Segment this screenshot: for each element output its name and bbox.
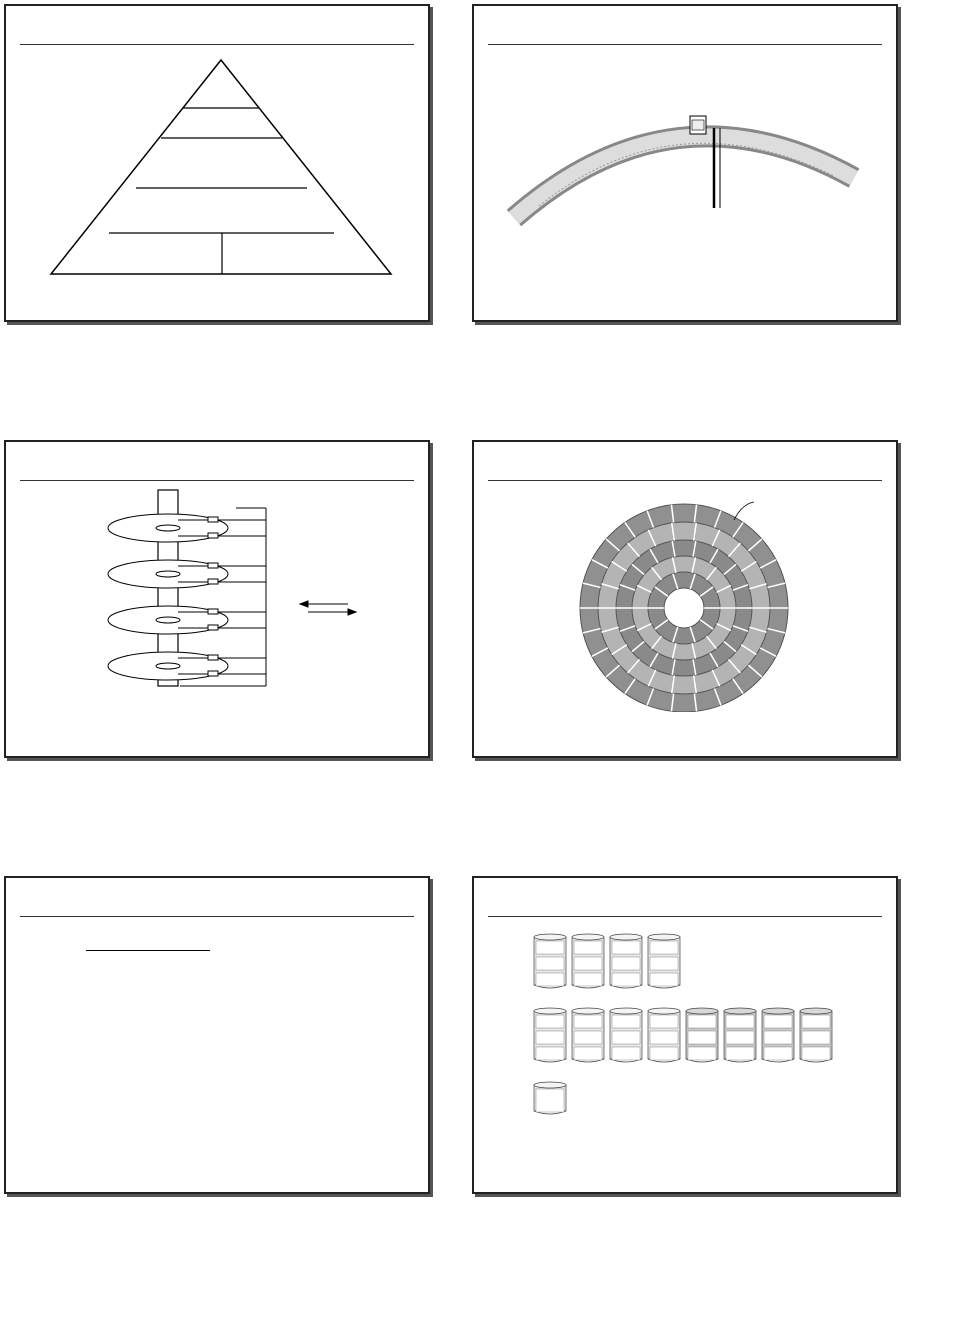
table-cell: [86, 969, 186, 987]
column-header: [186, 932, 194, 951]
raid-disk: [610, 934, 642, 988]
table-row: [86, 1005, 210, 1023]
raid-disk-mirror: [762, 1008, 794, 1062]
table-row: [86, 969, 210, 987]
table-cell: [202, 1005, 210, 1023]
table-cell: [202, 1113, 210, 1131]
table-cell: [202, 987, 210, 1005]
table-cell: [202, 1059, 210, 1077]
table-row: [86, 1131, 210, 1149]
slide-track-detail: [472, 4, 898, 322]
table-row: [86, 987, 210, 1005]
table-cell: [186, 1041, 194, 1059]
table-cell: [202, 1131, 210, 1149]
table-row: [86, 951, 210, 970]
raid-disk-mirror: [686, 1008, 718, 1062]
platter-diagram: [30, 484, 410, 714]
table-cell: [86, 1095, 186, 1113]
raid-disk: [534, 1008, 566, 1062]
table-cell: [194, 1005, 202, 1023]
slide-disk-zones: [472, 440, 898, 758]
table-cell: [186, 1077, 194, 1095]
title-divider: [488, 480, 882, 481]
table-row: [86, 1113, 210, 1131]
table-row: [86, 1059, 210, 1077]
raid-disk: [648, 934, 680, 988]
column-header: [194, 932, 202, 951]
raid-disk: [572, 1008, 604, 1062]
scsi-table: [86, 932, 210, 1149]
scsi-table-wrap: [86, 932, 210, 1149]
table-cell: [202, 1023, 210, 1041]
table-cell: [194, 1041, 202, 1059]
slide-scsi: [4, 876, 430, 1194]
table-row: [86, 1077, 210, 1095]
column-header: [202, 932, 210, 951]
table-cell: [194, 1095, 202, 1113]
table-cell: [194, 969, 202, 987]
column-header: [86, 932, 186, 951]
table-cell: [202, 1041, 210, 1059]
table-body: [86, 951, 210, 1150]
table-cell: [86, 1023, 186, 1041]
title-divider: [488, 916, 882, 917]
table-cell: [186, 1059, 194, 1077]
raid-disk-mirror: [800, 1008, 832, 1062]
track-diagram: [494, 58, 884, 238]
table-cell: [202, 1077, 210, 1095]
table-header-row: [86, 932, 210, 951]
table-row: [86, 1095, 210, 1113]
table-cell: [86, 1059, 186, 1077]
table-cell: [186, 1005, 194, 1023]
table-cell: [86, 1005, 186, 1023]
table-cell: [194, 987, 202, 1005]
table-cell: [202, 1095, 210, 1113]
table-cell: [202, 969, 210, 987]
table-cell: [186, 1023, 194, 1041]
zones-diagram: [574, 490, 804, 712]
table-cell: [186, 987, 194, 1005]
slide-memory-hierarchy: [4, 4, 430, 322]
table-cell: [86, 1077, 186, 1095]
slide-raid: [472, 876, 898, 1194]
table-cell: [202, 951, 210, 970]
title-divider: [20, 44, 414, 45]
title-divider: [20, 916, 414, 917]
table-cell: [194, 1077, 202, 1095]
table-cell: [86, 951, 186, 970]
raid-disk: [648, 1008, 680, 1062]
slide-disk-platters: [4, 440, 430, 758]
title-divider: [488, 44, 882, 45]
table-cell: [194, 1059, 202, 1077]
table-cell: [86, 1041, 186, 1059]
raid-disk-mirror: [724, 1008, 756, 1062]
raid-disk: [572, 934, 604, 988]
table-row: [86, 1041, 210, 1059]
table-cell: [186, 1113, 194, 1131]
table-cell: [186, 1095, 194, 1113]
table-cell: [86, 1131, 186, 1149]
raid-disk: [610, 1008, 642, 1062]
table-cell: [86, 987, 186, 1005]
table-cell: [186, 969, 194, 987]
raid-disk: [534, 1082, 566, 1114]
raid-disk: [534, 934, 566, 988]
table-cell: [194, 951, 202, 970]
pyramid-diagram: [46, 58, 396, 278]
title-divider: [20, 480, 414, 481]
table-cell: [194, 1113, 202, 1131]
table-cell: [186, 1131, 194, 1149]
table-row: [86, 1023, 210, 1041]
table-cell: [86, 1113, 186, 1131]
table-cell: [186, 951, 194, 970]
table-cell: [194, 1131, 202, 1149]
raid-diagram: [530, 922, 850, 1138]
table-cell: [194, 1023, 202, 1041]
